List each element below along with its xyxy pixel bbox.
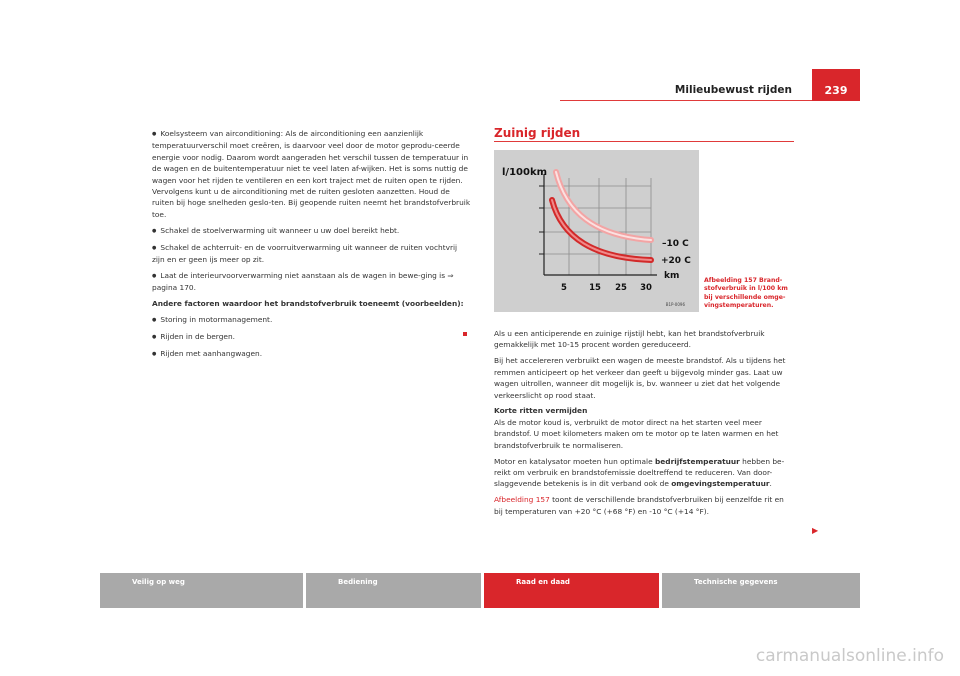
fuel-consumption-figure <box>494 150 699 312</box>
term-ambient-temperature: omgevingstemperatuur <box>671 479 770 489</box>
page-number-box <box>812 69 860 101</box>
cold-engine-paragraph: Als de motor koud is, verbruikt de motor direct na het starten veel meer brandstof. U moet kilometers maken om te motor op te laten warmen en het brandstofverbruik te normaliseren. <box>494 417 779 450</box>
chapter-title: Milieubewust rijden <box>674 84 792 96</box>
bullet-window-heating: ● Schakel de achterruit- en de voorruitverwarming uit wanneer de ruiten vochtvrij zijn en er geen ijs meer op zit. <box>152 242 472 266</box>
x-tick-label: 25 <box>615 283 627 293</box>
curve-label-minus-10: –10 C <box>662 239 689 249</box>
intro-paragraph: Als u een anticiperende en zuinige rijstijl hebt, kan het brandstofverbruik gemakkelijk met 10-15 procent worden gereduceerd. <box>494 329 765 350</box>
tab-technische-gegevens[interactable]: Technische gegevens <box>662 573 860 608</box>
figure-code: B1P-0096 <box>665 302 685 307</box>
x-tick-label: 15 <box>589 283 601 293</box>
right-column <box>494 328 794 522</box>
page-number: 239 <box>824 84 848 97</box>
bullet-seat-heating: ● Schakel de stoelverwarming uit wanneer u uw doel bereikt hebt. <box>152 225 472 237</box>
tab-raad-en-daad[interactable]: Raad en daad <box>484 573 659 608</box>
section-rule <box>494 141 794 142</box>
short-trips-heading: Korte ritten vermijden <box>494 406 588 416</box>
figure-caption: Afbeelding 157 Brand-stofverbruik in l/100 km bij verschillende omge-vingstemperaturen. <box>704 277 788 309</box>
watermark: carmanualsonline.info <box>755 646 944 666</box>
footer-nav <box>100 573 860 608</box>
section-end-marker <box>463 332 467 336</box>
bullet-preheating: ● Laat de interieurvoorverwarming niet aanstaan als de wagen in bewe-ging is ⇒ pagina 170. <box>152 270 472 294</box>
figure-reference-paragraph: Afbeelding 157 toont de verschillende brandstofverbruiken bij eenzelfde rit en bij temperaturen van +20 °C (+68 °F) en -10 °C (+14 °F). <box>494 495 784 516</box>
x-tick-label: 30 <box>640 283 652 293</box>
curve-label-plus-20: +20 C <box>661 256 691 266</box>
left-column <box>152 128 472 365</box>
list-item: ● Rijden met aanhangwagen. <box>152 348 472 360</box>
tab-bediening[interactable]: Bediening <box>306 573 481 608</box>
list-item: ● Storing in motormanagement. <box>152 314 472 326</box>
other-factors-heading: Andere factoren waardoor het brandstofverbruik toeneemt (voorbeelden): <box>152 299 464 309</box>
figure-link[interactable]: Afbeelding 157 <box>494 495 550 505</box>
bullet-aircon: ● Koelsysteem van airconditioning: Als de airconditioning een aanzienlijk temperatuurverschil moet creëren, is daarvoor veel door de motor geprodu-ceerde energie voor nodig. Daarom wordt aangeraden het verschil tussen de temperatuur in de wagen en de buitentemperatuur niet te veel laten af-wijken. Het is soms nuttig de wagen voor het rijden te ventileren en een kort traject met de ruiten open te rijden. Vervolgens kunt u de airconditioning met de ruiten gesloten aanzetten. Houd de ruiten bij hoge snelheden geslo-ten. Bij geopende ruiten neemt het brandstofverbruik toe. <box>152 128 472 220</box>
y-axis-ticks <box>539 186 544 254</box>
list-item: ● Rijden in de bergen. <box>152 331 472 343</box>
term-operating-temperature: bedrijfstemperatuur <box>655 456 740 466</box>
accelerate-paragraph: Bij het accelereren verbruikt een wagen de meeste brandstof. Als u tijdens het remmen anticipeert op het verkeer dan geeft u bijgevolg minder gas. Laat uw wagen uitrollen, wanneer dit mogelijk is, bv. wanneer u ziet dat het volgende verkeerslicht op rood staat. <box>494 356 786 400</box>
x-tick-label: 5 <box>561 283 567 293</box>
page-header <box>0 0 960 100</box>
header-rule <box>560 100 812 101</box>
section-title: Zuinig rijden <box>494 126 581 140</box>
y-axis-label: l/100km <box>502 167 548 178</box>
temperature-paragraph: Motor en katalysator moeten hun optimale bedrijfstemperatuur hebben be-reikt om verbruik en brandstofemissie doeltreffend te reduceren. Van door-slaggevende betekenis is in dit verband ook de omgevingstemperatuur. <box>494 456 785 489</box>
x-axis-label: km <box>664 271 680 281</box>
fuel-consumption-graph <box>494 150 699 312</box>
next-page-arrow-icon[interactable]: ▶ <box>812 526 819 535</box>
tab-veilig-op-weg[interactable]: Veilig op weg <box>100 573 303 608</box>
